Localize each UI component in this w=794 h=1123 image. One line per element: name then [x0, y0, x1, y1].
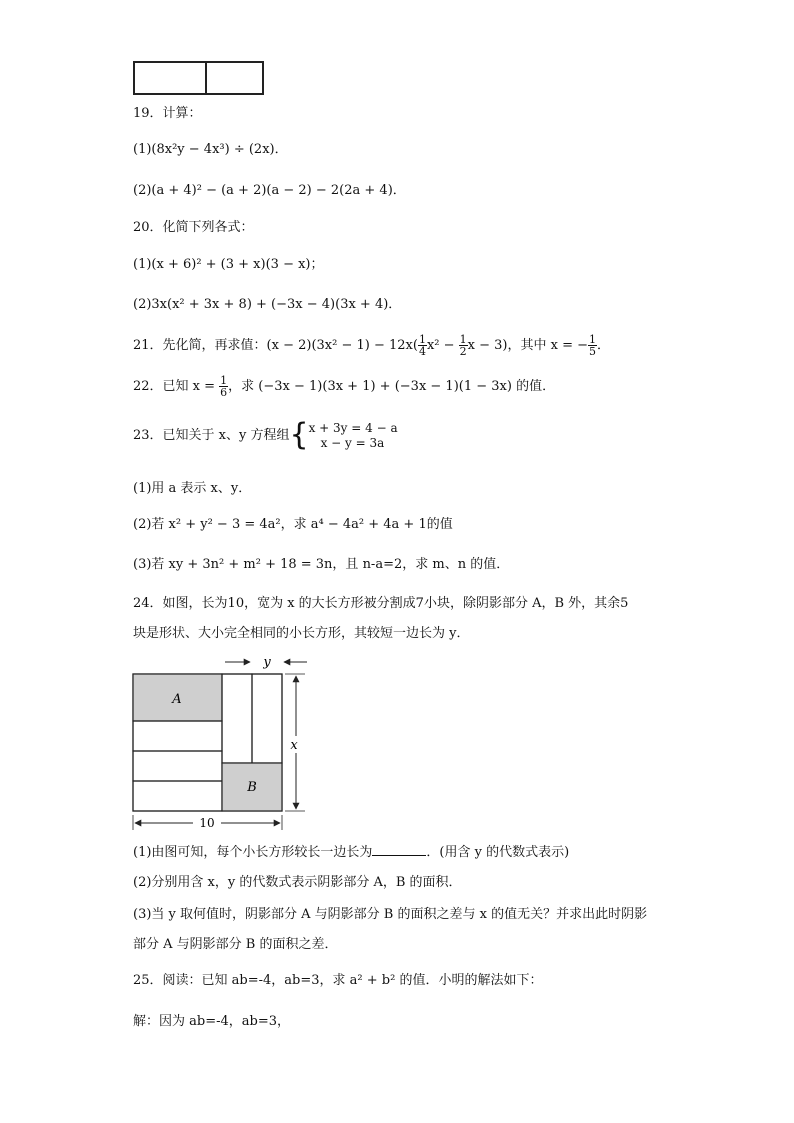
q25-line2: 解：因为 ab=-4，ab=3，	[133, 1014, 290, 1029]
q20-stem: 20．化简下列各式：	[133, 220, 254, 235]
q23-eq2: x − y = 3a	[320, 435, 385, 450]
q23-part1: (1)用 a 表示 x、y．	[133, 481, 252, 496]
q21-frac-3-num: 1	[589, 333, 597, 346]
q20-part1: (1)(x + 6)² + (3 + x)(3 − x)；	[133, 257, 324, 272]
q22-frac	[219, 375, 228, 398]
q21-end: ．	[597, 338, 611, 353]
score-table-divider	[205, 63, 207, 93]
small-rect-left-3	[133, 781, 222, 811]
label-a: A	[172, 692, 182, 707]
q22	[133, 375, 555, 399]
small-rect-left-2	[133, 751, 222, 781]
q24-part2: (2)分别用含 x，y 的代数式表示阴影部分 A，B 的面积．	[133, 875, 462, 890]
q21-frac-1	[418, 334, 427, 357]
label-10: 10	[199, 816, 215, 830]
q24-part1	[133, 843, 569, 861]
q20-part2: (2)3x(x² + 3x + 8) + (−3x − 4)(3x + 4)．	[133, 297, 402, 312]
q21-frac-2-num: 1	[459, 333, 467, 346]
small-rect-vertical-2	[252, 674, 282, 763]
q24-part3-line2: 部分 A 与阴影部分 B 的面积之差．	[133, 937, 338, 952]
small-rect-vertical-1	[222, 674, 252, 763]
q21-frac-2	[459, 334, 468, 357]
label-b: B	[247, 780, 257, 795]
q23-system	[309, 421, 398, 451]
q22-frac-den: 6	[220, 386, 228, 399]
q22-frac-num: 1	[220, 374, 228, 387]
q23-stem-row	[133, 417, 398, 453]
q23-brace: {	[289, 417, 309, 453]
q21-frac-1-den: 4	[418, 345, 426, 358]
small-rect-left-1	[133, 721, 222, 751]
q24-part1-pre: (1)由图可知，每个小长方形较长一边长为	[133, 845, 373, 860]
q19-stem: 19．计算：	[133, 106, 202, 121]
q21-expr-a: (x − 2)(3x² − 1) − 12x(	[266, 338, 418, 353]
label-x: x	[290, 738, 298, 753]
q21	[133, 334, 610, 358]
score-table	[133, 61, 264, 95]
q23-eq1: x + 3y = 4 − a	[308, 420, 398, 435]
answer-blank[interactable]	[372, 843, 426, 856]
q23-stem: 23．已知关于 x、y 方程组	[133, 428, 290, 443]
q24-figure	[125, 650, 325, 835]
q24-part1-post: ．(用含 y 的代数式表示)	[426, 845, 570, 860]
q21-frac-1-num: 1	[418, 333, 426, 346]
q21-frac-3	[588, 334, 597, 357]
q21-pre: 21．先化简，再求值：	[133, 338, 267, 353]
label-y: y	[263, 655, 271, 670]
q21-expr-b: x² −	[426, 338, 459, 353]
q25-line1: 25．阅读：已知 ab=-4，ab=3，求 a² + b² 的值．小明的解法如下：	[133, 973, 543, 988]
q24-part3-line1: (3)当 y 取何值时，阴影部分 A 与阴影部分 B 的面积之差与 x 的值无关？并求出此时阴影	[133, 907, 648, 922]
q22-post: ，求 (−3x − 1)(3x + 1) + (−3x − 1)(1 − 3x) 的值．	[228, 379, 556, 394]
q21-frac-2-den: 2	[459, 345, 467, 358]
q21-frac-3-den: 5	[589, 345, 597, 358]
q19-part1: (1)(8x²y − 4x³) ÷ (2x)．	[133, 142, 288, 157]
q21-expr-c: x − 3)，其中 x = −	[467, 338, 589, 353]
q19-part2: (2)(a + 4)² − (a + 2)(a − 2) − 2(2a + 4)．	[133, 183, 406, 198]
q24-line2: 块是形状、大小完全相同的小长方形，其较短一边长为 y．	[133, 626, 470, 641]
q24-line1: 24．如图，长为10，宽为 x 的大长方形被分割成7小块，除阴影部分 A，B 外，其余5	[133, 596, 629, 611]
q22-pre: 22．已知 x =	[133, 379, 220, 394]
q23-part2: (2)若 x² + y² − 3 = 4a²，求 a⁴ − 4a² + 4a + 1的值	[133, 517, 453, 532]
q23-part3: (3)若 xy + 3n² + m² + 18 = 3n，且 n-a=2，求 m、n 的值．	[133, 557, 510, 572]
